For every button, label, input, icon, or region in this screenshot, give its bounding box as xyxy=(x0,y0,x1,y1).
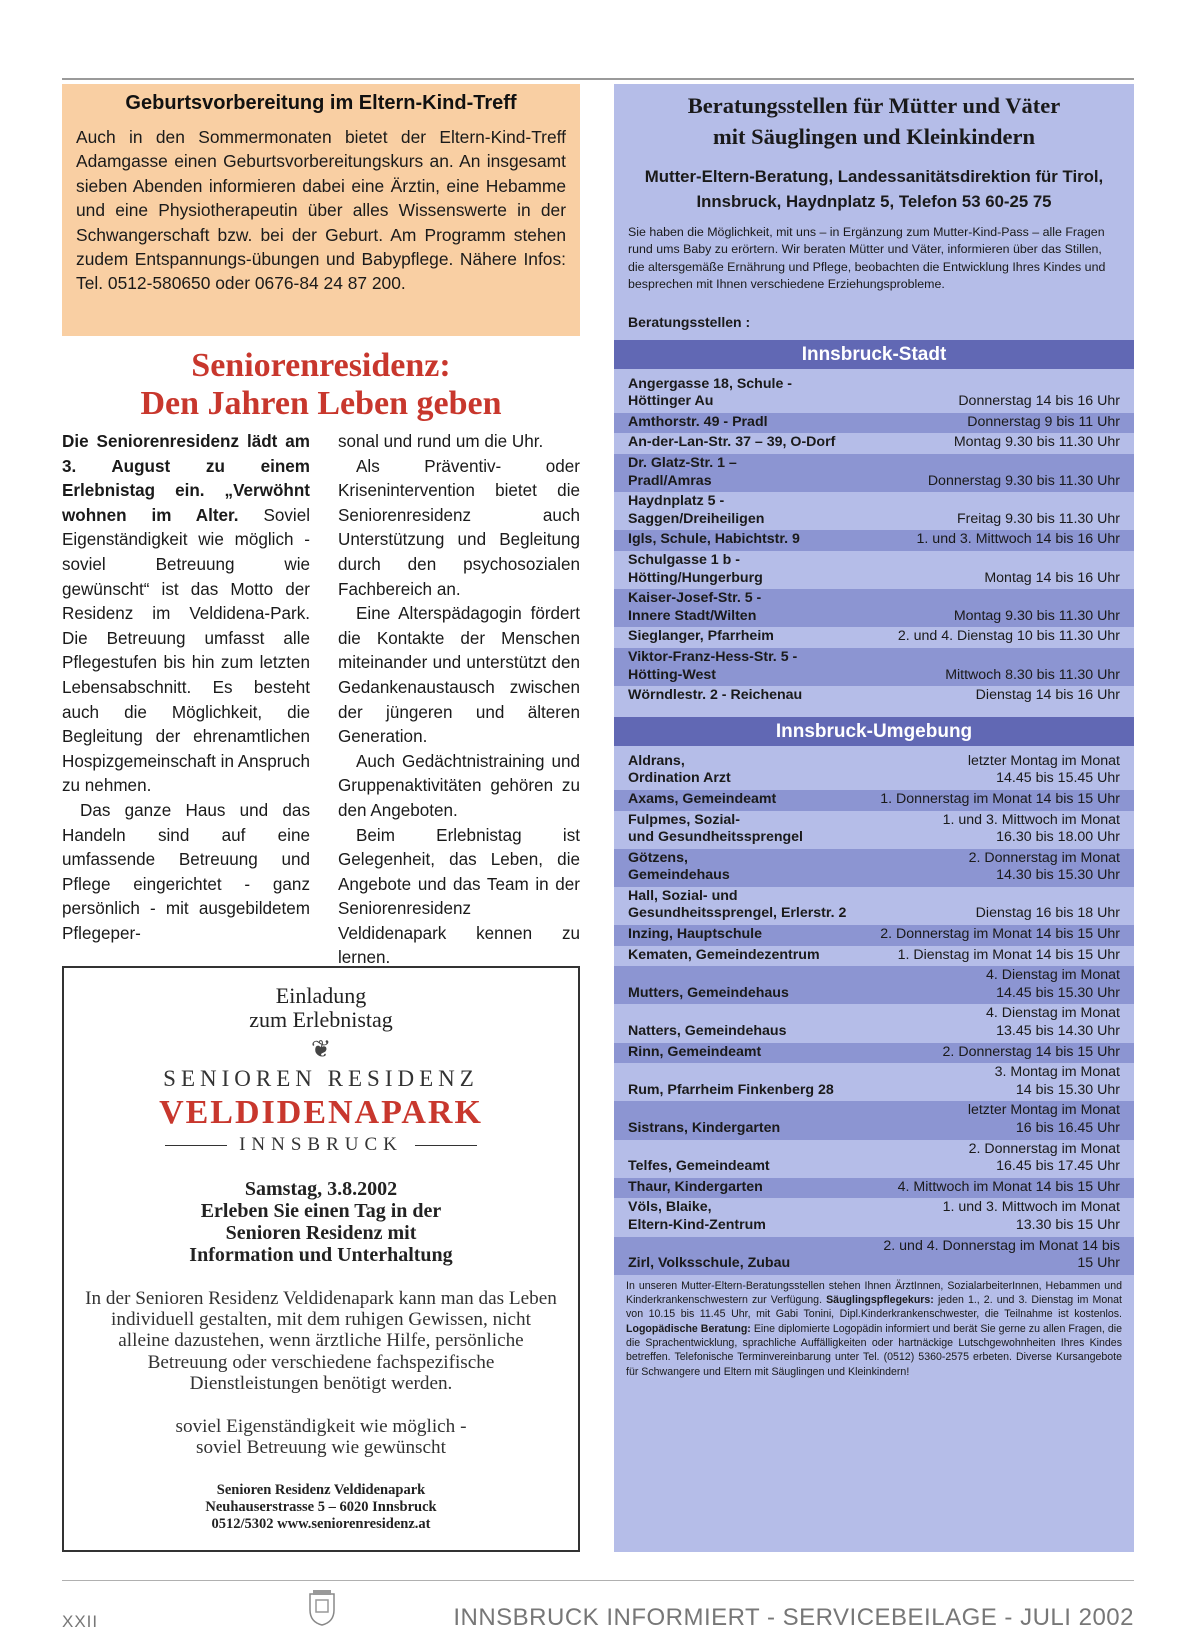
schedule-time-line1: Donnerstag 9 bis 11 Uhr xyxy=(967,413,1120,430)
schedule-time xyxy=(874,1005,1120,1040)
schedule-place-line1: Zirl, Volksschule, Zubau xyxy=(628,1255,791,1272)
schedule-place-line1: Natters, Gemeindehaus xyxy=(628,1023,787,1040)
schedule-time xyxy=(874,926,1120,944)
motto-line-1: soviel Eigenständigkeit wie möglich - xyxy=(175,1416,467,1438)
schedule-row xyxy=(614,375,1134,413)
schedule-time-line2: 14 bis 15.30 Uhr xyxy=(1015,1081,1120,1098)
schedule-place-line1: Aldrans, xyxy=(628,752,685,769)
schedule-row xyxy=(614,966,1134,1004)
brand-line-3 xyxy=(84,1134,558,1156)
schedule-row xyxy=(614,1043,1134,1064)
schedule-row xyxy=(614,887,1134,925)
schedule-time-line1: 2. und 4. Dienstag 10 bis 11.30 Uhr xyxy=(897,628,1120,645)
footnote-label-c: Logopädische Beratung: xyxy=(626,1322,751,1335)
senior-article-column-1 xyxy=(62,430,310,946)
contact-address: Neuhauserstrasse 5 – 6020 Innsbruck xyxy=(205,1499,437,1516)
schedule-row xyxy=(614,1140,1134,1178)
schedule-place xyxy=(628,649,874,684)
schedule-place xyxy=(628,947,874,965)
schedule-place-line1: Wörndlestr. 2 - Reichenau xyxy=(628,687,803,704)
schedule-place-line1: Kaiser-Josef-Str. 5 - xyxy=(628,590,762,607)
invitation-title-line2: zum Erlebnistag xyxy=(249,1007,393,1032)
contact-name: Senioren Residenz Veldidenapark xyxy=(216,1482,426,1499)
schedule-place-line1: Rinn, Gemeindeamt xyxy=(628,1043,762,1060)
invitation-title-line1: Einladung xyxy=(275,983,367,1008)
schedule-place-line1: Haydnplatz 5 - xyxy=(628,493,725,510)
schedule-place-line1: Axams, Gemeindeamt xyxy=(628,790,777,807)
schedule-time-line1: 4. Dienstag im Monat xyxy=(985,967,1120,984)
brand-line-2: VELDIDENAPARK xyxy=(159,1094,483,1131)
schedule-place xyxy=(628,376,874,411)
schedule-row xyxy=(614,1063,1134,1101)
event-line-4: Information und Unterhaltung xyxy=(189,1244,453,1266)
ornament-icon: ❦ xyxy=(310,1037,332,1063)
invitation-event xyxy=(84,1178,558,1266)
schedule-row xyxy=(614,686,1134,707)
schedule-time-line2: Donnerstag 9.30 bis 11.30 Uhr xyxy=(927,472,1120,489)
counseling-title-line2: mit Säuglingen und Kleinkindern xyxy=(713,124,1035,149)
counseling-title xyxy=(614,90,1134,152)
brand-divider-left xyxy=(165,1145,227,1146)
schedule-time-line1: 2. Donnerstag im Monat xyxy=(968,849,1120,866)
schedule-time-line1: 1. und 3. Mittwoch im Monat xyxy=(942,811,1120,828)
top-rule xyxy=(62,78,1134,80)
schedule-place-line2: und Gesundheitssprengel xyxy=(628,829,804,846)
senior-article-para-2: Das ganze Haus und das Handeln sind auf eine umfassende Betreuung und Pflege eingerichtet - ganz persönlich - mit ausgebildetem Pflegeper- xyxy=(62,800,310,943)
city-schedule-list xyxy=(614,375,1134,707)
birth-prep-text: Auch in den Sommermonaten bietet der Eltern-Kind-Treff Adamgasse einen Geburtsvorbereitungskurs an. An insgesamt sieben Abenden informieren dabei eine Ärztin, eine Hebamme und eine Physiotherapeutin über alles Wissenswerte in der Schwangerschaft bzw. bei der Geburt. Am Programm stehen zudem Entspannungs-übungen und Babypflege. Nähere Infos: Tel. 0512-580650 oder 0676-84 24 87 200. xyxy=(76,127,566,294)
schedule-place-line1: Schulgasse 1 b - xyxy=(628,551,740,568)
schedule-time-line2: Dienstag 16 bis 18 Uhr xyxy=(975,905,1120,922)
schedule-time-line1: 2. und 4. Donnerstag im Monat 14 bis 15 Uhr xyxy=(883,1237,1120,1272)
schedule-time-line2: 13.45 bis 14.30 Uhr xyxy=(996,1023,1120,1040)
schedule-time-line2: 16.45 bis 17.45 Uhr xyxy=(996,1158,1120,1175)
schedule-time-line2: Mittwoch 8.30 bis 11.30 Uhr xyxy=(945,666,1120,683)
bottom-rule xyxy=(62,1580,1134,1581)
schedule-time-line2: 16.30 bis 18.00 Uhr xyxy=(996,829,1120,846)
schedule-time xyxy=(874,1141,1120,1176)
schedule-row xyxy=(614,790,1134,811)
schedule-place xyxy=(628,1255,874,1273)
schedule-time-line1: 2. Donnerstag im Monat 14 bis 15 Uhr xyxy=(880,926,1120,943)
schedule-time-line2: 14.45 bis 15.30 Uhr xyxy=(996,984,1120,1001)
schedule-time-line2: Montag 14 bis 16 Uhr xyxy=(984,569,1120,586)
schedule-place xyxy=(628,888,874,923)
schedule-row xyxy=(614,849,1134,887)
schedule-place xyxy=(628,434,874,452)
schedule-time-line1: Dienstag 14 bis 16 Uhr xyxy=(975,687,1120,704)
schedule-time-line2: 14.45 bis 15.45 Uhr xyxy=(996,770,1120,787)
event-line-2: Erleben Sie einen Tag in der xyxy=(200,1200,442,1222)
schedule-row xyxy=(614,589,1134,627)
city-section-heading: Innsbruck-Stadt xyxy=(614,340,1134,369)
schedule-place xyxy=(628,628,874,646)
schedule-time xyxy=(874,414,1120,432)
footnote-text-b: jeden 1., 2. und 3. Dienstag im Monat von 10.15 bis 11.45 Uhr, mit Gabi Tonini, Dipl.Kinderkrankenschwester, die Teilnahme ist kostenlos. xyxy=(626,1294,1122,1321)
schedule-time-line2: Donnerstag 14 bis 16 Uhr xyxy=(958,393,1120,410)
schedule-time-line1: 4. Dienstag im Monat xyxy=(985,1005,1120,1022)
region-schedule-list xyxy=(614,752,1134,1275)
counseling-subtitle: Mutter-Eltern-Beratung, Landessanitätsdirektion für Tirol, Innsbruck, Haydnplatz 5, Telefon 53 60-25 75 xyxy=(644,167,1104,211)
schedule-row xyxy=(614,413,1134,434)
counseling-box xyxy=(614,84,1134,1552)
senior-article-para-1-text: Soviel Eigenständigkeit wie möglich - soviel Betreuung wie gewünscht“ ist das Motto der Residenz im Veldidena-Park. Die Betreuung umfasst alle Pflegestufen bis hin zum letzten Lebensabschnitt. Es besteht auch die Möglichkeit, die Begleitung der ehrenamtlichen Hospizgemeinschaft in Anspruch zu nehmen. xyxy=(62,505,310,796)
schedule-place xyxy=(628,850,874,885)
schedule-time xyxy=(874,687,1120,705)
schedule-time xyxy=(874,850,1120,885)
invitation-box xyxy=(62,966,580,1552)
schedule-place xyxy=(628,1082,874,1100)
schedule-time-line1: 1. Donnerstag im Monat 14 bis 15 Uhr xyxy=(880,790,1120,807)
counseling-label: Beratungsstellen : xyxy=(628,313,751,330)
contact-phone-web: 0512/5302 www.seniorenresidenz.at xyxy=(211,1516,431,1533)
schedule-row xyxy=(614,648,1134,686)
schedule-place-line1: Rum, Pfarrheim Finkenberg 28 xyxy=(628,1081,834,1098)
schedule-time xyxy=(874,434,1120,452)
schedule-place-line1: Hall, Sozial- und xyxy=(628,887,738,904)
schedule-place-line1: Völs, Blaike, xyxy=(628,1199,712,1216)
schedule-place xyxy=(628,791,874,809)
schedule-time xyxy=(874,667,1120,685)
schedule-place xyxy=(628,414,874,432)
schedule-row xyxy=(614,925,1134,946)
schedule-place xyxy=(628,552,874,587)
schedule-place-line2: Gemeindehaus xyxy=(628,867,730,884)
senior-article-para-7: Beim Erlebnistag ist Gelegenheit, das Leben, die Angebote und das Team in der Seniorenresidenz Veldidenapark kennen zu lernen. xyxy=(338,825,580,968)
schedule-place xyxy=(628,493,874,528)
schedule-place xyxy=(628,1199,874,1234)
event-date: Samstag, 3.8.2002 xyxy=(244,1178,398,1200)
schedule-place-line2: Eltern-Kind-Zentrum xyxy=(628,1216,766,1233)
schedule-row xyxy=(614,627,1134,648)
senior-title-line1: Seniorenresidenz: xyxy=(191,347,451,384)
schedule-time-line1: 2. Donnerstag 14 bis 15 Uhr xyxy=(942,1043,1120,1060)
schedule-place xyxy=(628,1044,874,1062)
senior-article-column-2 xyxy=(338,430,580,971)
schedule-time xyxy=(874,1199,1120,1234)
invitation-contact xyxy=(84,1482,558,1533)
schedule-time xyxy=(874,1044,1120,1062)
footer-title: INNSBRUCK INFORMIERT - SERVICEBEILAGE - JULI 2002 xyxy=(453,1604,1134,1631)
event-line-3: Senioren Residenz mit xyxy=(225,1222,417,1244)
schedule-time xyxy=(874,473,1120,491)
schedule-time xyxy=(874,1102,1120,1137)
schedule-row xyxy=(614,492,1134,530)
schedule-place-line1: Kematen, Gemeindezentrum xyxy=(628,946,820,963)
schedule-time-line1: 4. Mittwoch im Monat 14 bis 15 Uhr xyxy=(897,1178,1120,1195)
schedule-place-line1: Fulpmes, Sozial- xyxy=(628,811,740,828)
schedule-place-line1: Amthorstr. 49 - Pradl xyxy=(628,413,768,430)
schedule-place-line1: Thaur, Kindergarten xyxy=(628,1178,763,1195)
schedule-time xyxy=(874,570,1120,588)
schedule-place-line1: Götzens, xyxy=(628,849,688,866)
schedule-place-line1: Mutters, Gemeindehaus xyxy=(628,984,789,1001)
schedule-place xyxy=(628,926,874,944)
schedule-place-line1: Dr. Glatz-Str. 1 – xyxy=(628,455,737,471)
schedule-place xyxy=(628,1120,874,1138)
footnote-label-b: Säuglingspflegekurs: xyxy=(826,1294,934,1307)
schedule-time xyxy=(874,753,1120,788)
schedule-time-line1: letzter Montag im Monat xyxy=(967,1102,1120,1119)
schedule-time xyxy=(874,1064,1120,1099)
schedule-row xyxy=(614,752,1134,790)
schedule-place xyxy=(628,985,874,1003)
counseling-footnote xyxy=(614,1275,1134,1379)
invitation-motto xyxy=(84,1416,558,1458)
footnote-text-c: Eine diplomierte Logopädin informiert und berät Sie gerne zu allen Fragen, die die Sprachentwicklung, sprachliche Auffälligkeiten oder hartnäckige Lutschgewohnheiten Ihres Kindes betreffen. Telefonische Terminvereinbarung unter Tel. (0512) 5360-2575 erbeten. Diverse Kursangebote für Schwangere und Eltern mit Säuglingen und Kleinkindern! xyxy=(626,1322,1122,1378)
schedule-place-line2: Gesundheitssprengel, Erlerstr. 2 xyxy=(628,905,847,922)
senior-article-para-1 xyxy=(62,430,310,799)
schedule-place-line1: Viktor-Franz-Hess-Str. 5 - xyxy=(628,648,798,665)
brand-line-1: SENIOREN RESIDENZ xyxy=(163,1066,479,1091)
schedule-row xyxy=(614,1198,1134,1236)
schedule-time xyxy=(874,1238,1120,1273)
schedule-place-line2: Hötting-West xyxy=(628,666,716,683)
schedule-place-line2: Saggen/Dreiheiligen xyxy=(628,510,765,527)
senior-article-para-4: Als Präventiv- oder Krisenintervention bietet die Seniorenresidenz auch Unterstützung und Begleitung durch den psychosozialen Fachbereich an. xyxy=(338,456,580,599)
schedule-time-line2: Freitag 9.30 bis 11.30 Uhr xyxy=(957,510,1120,527)
schedule-time-line2: 16 bis 16.45 Uhr xyxy=(1015,1120,1120,1136)
schedule-place-line1: An-der-Lan-Str. 37 – 39, O-Dorf xyxy=(628,434,836,451)
schedule-time-line1: 1. und 3. Mittwoch im Monat xyxy=(942,1199,1120,1216)
schedule-place-line2: Innere Stadt/Wilten xyxy=(628,607,757,624)
schedule-time-line2: Montag 9.30 bis 11.30 Uhr xyxy=(953,607,1120,624)
coat-of-arms-icon xyxy=(308,1590,336,1626)
schedule-place-line2: Höttinger Au xyxy=(628,393,714,410)
schedule-time xyxy=(874,812,1120,847)
counseling-intro: Sie haben die Möglichkeit, mit uns – in Ergänzung zum Mutter-Kind-Pass – alle Fragen rund ums Baby zu erörtern. Wir beraten Mütter und Väter, informieren über das Stillen, die altersgemäße Ernährung und Pflege, beobachten die Entwicklung Ihres Kindes und besprechen mit Ihnen verschiedene Erziehungsprobleme. xyxy=(628,225,1106,292)
schedule-time xyxy=(874,608,1120,626)
schedule-place-line1: Inzing, Hauptschule xyxy=(628,926,762,943)
brand-line-3-text: INNSBRUCK xyxy=(239,1134,403,1155)
schedule-time xyxy=(874,967,1120,1002)
schedule-row xyxy=(614,946,1134,967)
senior-article-title xyxy=(62,347,580,423)
schedule-time xyxy=(874,947,1120,965)
birth-prep-title: Geburtsvorbereitung im Eltern-Kind-Treff xyxy=(125,92,517,114)
schedule-row xyxy=(614,1004,1134,1042)
schedule-place-line1: Sistrans, Kindergarten xyxy=(628,1120,781,1136)
senior-article-para-5: Eine Alterspädagogin fördert die Kontakte der Menschen miteinander und unterstützt den Gedankenaustausch zwischen der jüngeren und älteren Generation. xyxy=(338,604,580,747)
region-section-heading: Innsbruck-Umgebung xyxy=(614,717,1134,746)
schedule-place-line1: Telfes, Gemeindeamt xyxy=(628,1158,770,1175)
schedule-time-line1: 1. Dienstag im Monat 14 bis 15 Uhr xyxy=(897,946,1120,963)
schedule-row xyxy=(614,811,1134,849)
schedule-time-line1: 3. Montag im Monat xyxy=(994,1064,1120,1081)
schedule-time xyxy=(874,628,1120,646)
schedule-time xyxy=(874,393,1120,411)
birth-prep-box xyxy=(62,84,580,336)
schedule-place xyxy=(628,531,874,549)
page-number: XXII xyxy=(62,1612,99,1631)
senior-article-lead: Die Seniorenresidenz lädt am 3. August zu einem Erlebnistag ein. „Verwöhnt wohnen im Alter. xyxy=(62,432,310,525)
schedule-place xyxy=(628,812,874,847)
counseling-title-line1: Beratungsstellen für Mütter und Väter xyxy=(687,93,1061,118)
schedule-time xyxy=(874,791,1120,809)
schedule-time-line2: 14.30 bis 15.30 Uhr xyxy=(996,867,1120,884)
senior-article-para-3: sonal und rund um die Uhr. xyxy=(338,432,544,451)
schedule-place xyxy=(628,1179,874,1197)
schedule-place-line1: Igls, Schule, Habichtstr. 9 xyxy=(628,531,800,548)
schedule-place xyxy=(628,1158,874,1176)
invitation-description: In der Senioren Residenz Veldidenapark kann man das Leben individuell gestalten, mit dem ruhigen Gewissen, nicht alleine dazustehen, wenn ärztliche Hilfe, persönliche Betreuung oder verschiedene fachspezifische Dienstleistungen benötigt werden. xyxy=(85,1288,557,1394)
senior-article-para-6: Auch Gedächtnistraining und Gruppenaktivitäten gehören zu den Angeboten. xyxy=(338,751,580,820)
schedule-time xyxy=(874,905,1120,923)
schedule-time-line1: letzter Montag im Monat xyxy=(967,752,1120,769)
schedule-row xyxy=(614,551,1134,589)
invitation-title xyxy=(84,984,558,1032)
schedule-row xyxy=(614,1101,1134,1139)
schedule-time-line2: 13.30 bis 15 Uhr xyxy=(1015,1216,1120,1233)
schedule-place xyxy=(628,687,874,705)
schedule-row xyxy=(614,1178,1134,1199)
schedule-place-line1: Sieglanger, Pfarrheim xyxy=(628,628,774,645)
schedule-time xyxy=(874,511,1120,529)
schedule-time-line1: 1. und 3. Mittwoch 14 bis 16 Uhr xyxy=(916,531,1120,548)
schedule-place-line2: Ordination Arzt xyxy=(628,770,731,787)
senior-title-line2: Den Jahren Leben geben xyxy=(140,385,502,422)
schedule-row xyxy=(614,530,1134,551)
schedule-row xyxy=(614,454,1134,492)
schedule-place xyxy=(628,1023,874,1041)
schedule-place-line2: Pradl/Amras xyxy=(628,472,712,489)
brand-divider-right xyxy=(415,1145,477,1146)
schedule-place xyxy=(628,753,874,788)
motto-line-2: soviel Betreuung wie gewünscht xyxy=(196,1437,446,1459)
schedule-row xyxy=(614,433,1134,454)
schedule-place xyxy=(628,590,874,625)
schedule-place-line1: Angergasse 18, Schule - xyxy=(628,375,793,392)
schedule-time xyxy=(874,1179,1120,1197)
schedule-place-line2: Hötting/Hungerburg xyxy=(628,569,763,586)
schedule-place xyxy=(628,455,874,490)
schedule-time-line1: 2. Donnerstag im Monat xyxy=(968,1140,1120,1157)
footnote-text-a: In unseren Mutter-Eltern-Beratungsstellen stehen Ihnen ÄrztInnen, SozialarbeiterInnen, Hebammen und Kinderkrankenschwestern zur Verfügung. xyxy=(626,1279,1122,1307)
schedule-time-line1: Montag 9.30 bis 11.30 Uhr xyxy=(953,434,1120,451)
schedule-row xyxy=(614,1237,1134,1275)
schedule-time xyxy=(874,531,1120,549)
